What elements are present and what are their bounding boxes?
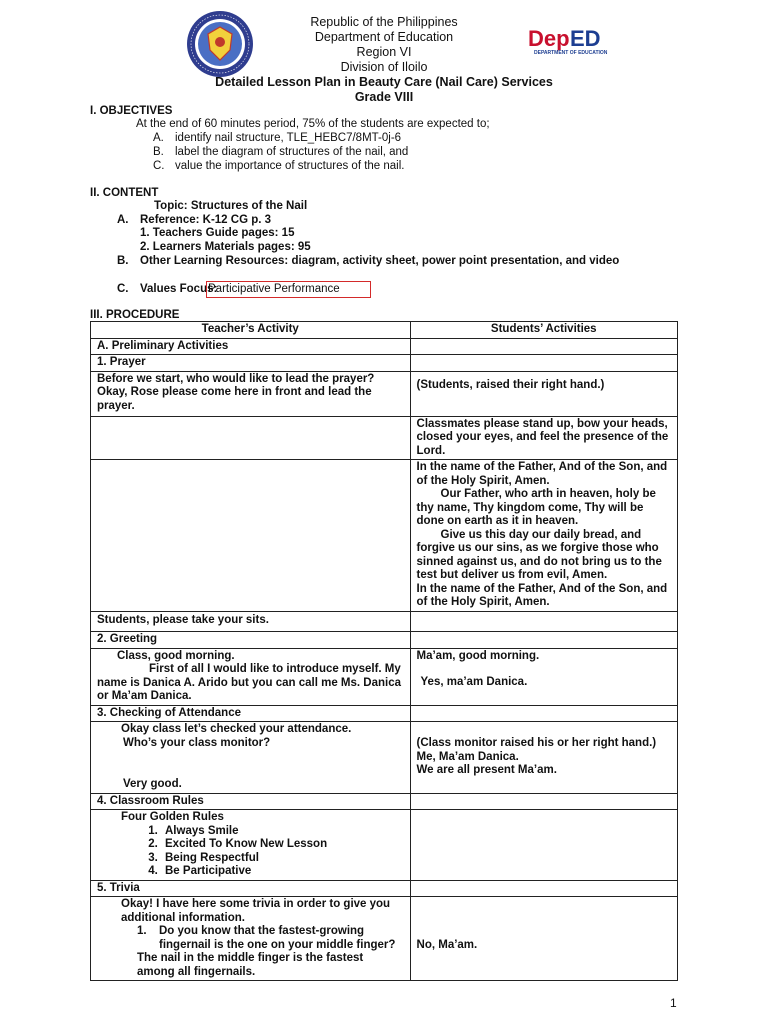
objective-c-letter: C. [153, 160, 165, 172]
rules-teacher-text [91, 810, 411, 881]
svg-text:ED: ED [570, 26, 601, 51]
attendance-monitor-reply: Me, Ma’am Danica. [416, 750, 519, 763]
teacher-column-header: Teacher’s Activity [91, 322, 411, 339]
attendance-label: 3. Checking of Attendance [91, 705, 411, 722]
attendance-check: Okay class let’s checked your attendance. [121, 723, 352, 735]
content-reference: Reference: K-12 CG p. 3 [140, 214, 272, 226]
preliminary-activities-label: A. Preliminary Activities [91, 338, 411, 355]
values-focus-value: Participative Performance [208, 283, 340, 295]
greeting-teacher-text [91, 648, 411, 705]
objective-b: label the diagram of structures of the nail, and [175, 146, 409, 158]
other-resources-letter: B. [117, 255, 129, 267]
other-resources: Other Learning Resources: diagram, activity sheet, power point presentation, and video [140, 255, 620, 267]
attendance-student-text [410, 722, 677, 794]
objectives-heading: I. OBJECTIVES [90, 105, 173, 117]
greeting-response: Ma’am, good morning. [416, 649, 540, 662]
table-row [91, 648, 678, 705]
take-sits-text: Students, please take your sits. [91, 611, 411, 632]
learners-materials-pages: 2. Learners Materials pages: 95 [140, 241, 311, 253]
prayer-sign-of-cross: In the name of the Father, And of the Son, and of the Holy Spirit, Amen. [416, 461, 668, 487]
greeting-good-morning: Class, good morning. [117, 649, 235, 662]
table-row [91, 705, 678, 722]
trivia-response: No, Ma’am. [416, 939, 478, 951]
teachers-guide-pages: 1. Teachers Guide pages: 15 [140, 227, 295, 239]
trivia-question-text: Do you know that the fastest-growing fingernail is the one on your middle finger? [159, 925, 396, 951]
prayer-teacher-text: Before we start, who would like to lead the prayer? Okay, Rose please come here in front and lead the prayer. [91, 371, 411, 416]
svg-text:DEPARTMENT OF EDUCATION: DEPARTMENT OF EDUCATION [534, 50, 608, 56]
list-item: 2. Excited To Know New Lesson [161, 838, 404, 852]
values-focus-letter: C. [117, 283, 129, 295]
attendance-all-present: We are all present Ma’am. [416, 764, 557, 776]
header-department: Department of Education [314, 30, 454, 44]
header-division: Division of Iloilo [340, 60, 428, 74]
content-topic: Topic: Structures of the Nail [154, 200, 308, 212]
header-republic: Republic of the Philippines [310, 15, 458, 29]
table-row [91, 355, 678, 372]
procedure-heading: III. PROCEDURE [90, 309, 180, 321]
list-item: 1. Always Smile [161, 825, 404, 839]
greeting-introduction: First of all I would like to introduce myself. My name is Danica A. Arido but you can call me Ms. Danica or Ma’am Danica. [97, 663, 401, 702]
procedure-table [90, 321, 678, 981]
objective-b-letter: B. [153, 146, 164, 158]
content-heading: II. CONTENT [90, 187, 159, 199]
grade-level: Grade VIII [354, 90, 414, 104]
prayer-recitation [410, 460, 677, 612]
greeting-student-text [410, 648, 677, 705]
values-focus-label: Values Focus: [140, 283, 218, 295]
objective-a: identify nail structure, TLE_HEBC7/8MT-0j-6 [175, 132, 402, 144]
objective-c: value the importance of structures of the nail. [175, 160, 405, 172]
reference-letter: A. [117, 214, 129, 226]
rules-list [97, 825, 404, 879]
trivia-intro: Okay! I have here some trivia in order to give you additional information. [121, 898, 391, 924]
trivia-answer: The nail in the middle finger is the fastest among all fingernails. [137, 952, 364, 978]
table-row [91, 880, 678, 897]
prayer-closing: In the name of the Father, And of the Son, and of the Holy Spirit, Amen. [416, 582, 668, 608]
table-row [91, 416, 678, 460]
attendance-teacher-text [91, 722, 411, 794]
attendance-very-good: Very good. [123, 778, 182, 790]
page-number: 1 [670, 996, 677, 1010]
students-column-header: Students’ Activities [410, 322, 677, 339]
prayer-leader-text: Classmates please stand up, bow your heads, closed your eyes, and feel the presence of the Lord. [410, 416, 677, 460]
svg-text:Dep: Dep [528, 26, 570, 51]
table-row [91, 793, 678, 810]
rules-title: Four Golden Rules [121, 811, 224, 823]
prayer-student-response: (Students, raised their right hand.) [410, 371, 677, 416]
attendance-monitor-question: Who’s your class monitor? [123, 736, 271, 749]
prayer-daily-bread: Give us this day our daily bread, and forgive us our sins, as we forgive those who sinned against us, and do not bring us to the test but deliver us from evil, Amen. [416, 528, 662, 581]
trivia-student-text [410, 897, 677, 981]
table-row [91, 722, 678, 794]
greeting-label: 2. Greeting [91, 632, 411, 649]
header-region: Region VI [356, 45, 412, 59]
objective-a-letter: A. [153, 132, 164, 144]
table-row [91, 632, 678, 649]
table-row [91, 371, 678, 416]
table-header-row [91, 322, 678, 339]
classroom-rules-label: 4. Classroom Rules [91, 793, 411, 810]
trivia-question [97, 925, 404, 952]
trivia-question-number: 1. [137, 925, 147, 937]
attendance-monitor-raise: (Class monitor raised his or her right hand.) [416, 737, 657, 749]
trivia-teacher-text [91, 897, 411, 981]
list-item: 4. Be Participative [161, 865, 404, 879]
table-row [91, 810, 678, 881]
list-item: 3. Being Respectful [161, 852, 404, 866]
prayer-label: 1. Prayer [91, 355, 411, 372]
prayer-our-father: Our Father, who arth in heaven, holy be thy name, Thy kingdom come, Thy will be done on earth as it in heaven. [416, 488, 656, 527]
table-row [91, 338, 678, 355]
greeting-yes-response: Yes, ma’am Danica. [420, 676, 528, 688]
objectives-intro: At the end of 60 minutes period, 75% of the students are expected to; [136, 118, 490, 130]
trivia-label: 5. Trivia [91, 880, 411, 897]
table-row [91, 611, 678, 632]
table-row [91, 460, 678, 612]
table-row [91, 897, 678, 981]
document-title: Detailed Lesson Plan in Beauty Care (Nail Care) Services [215, 75, 553, 89]
